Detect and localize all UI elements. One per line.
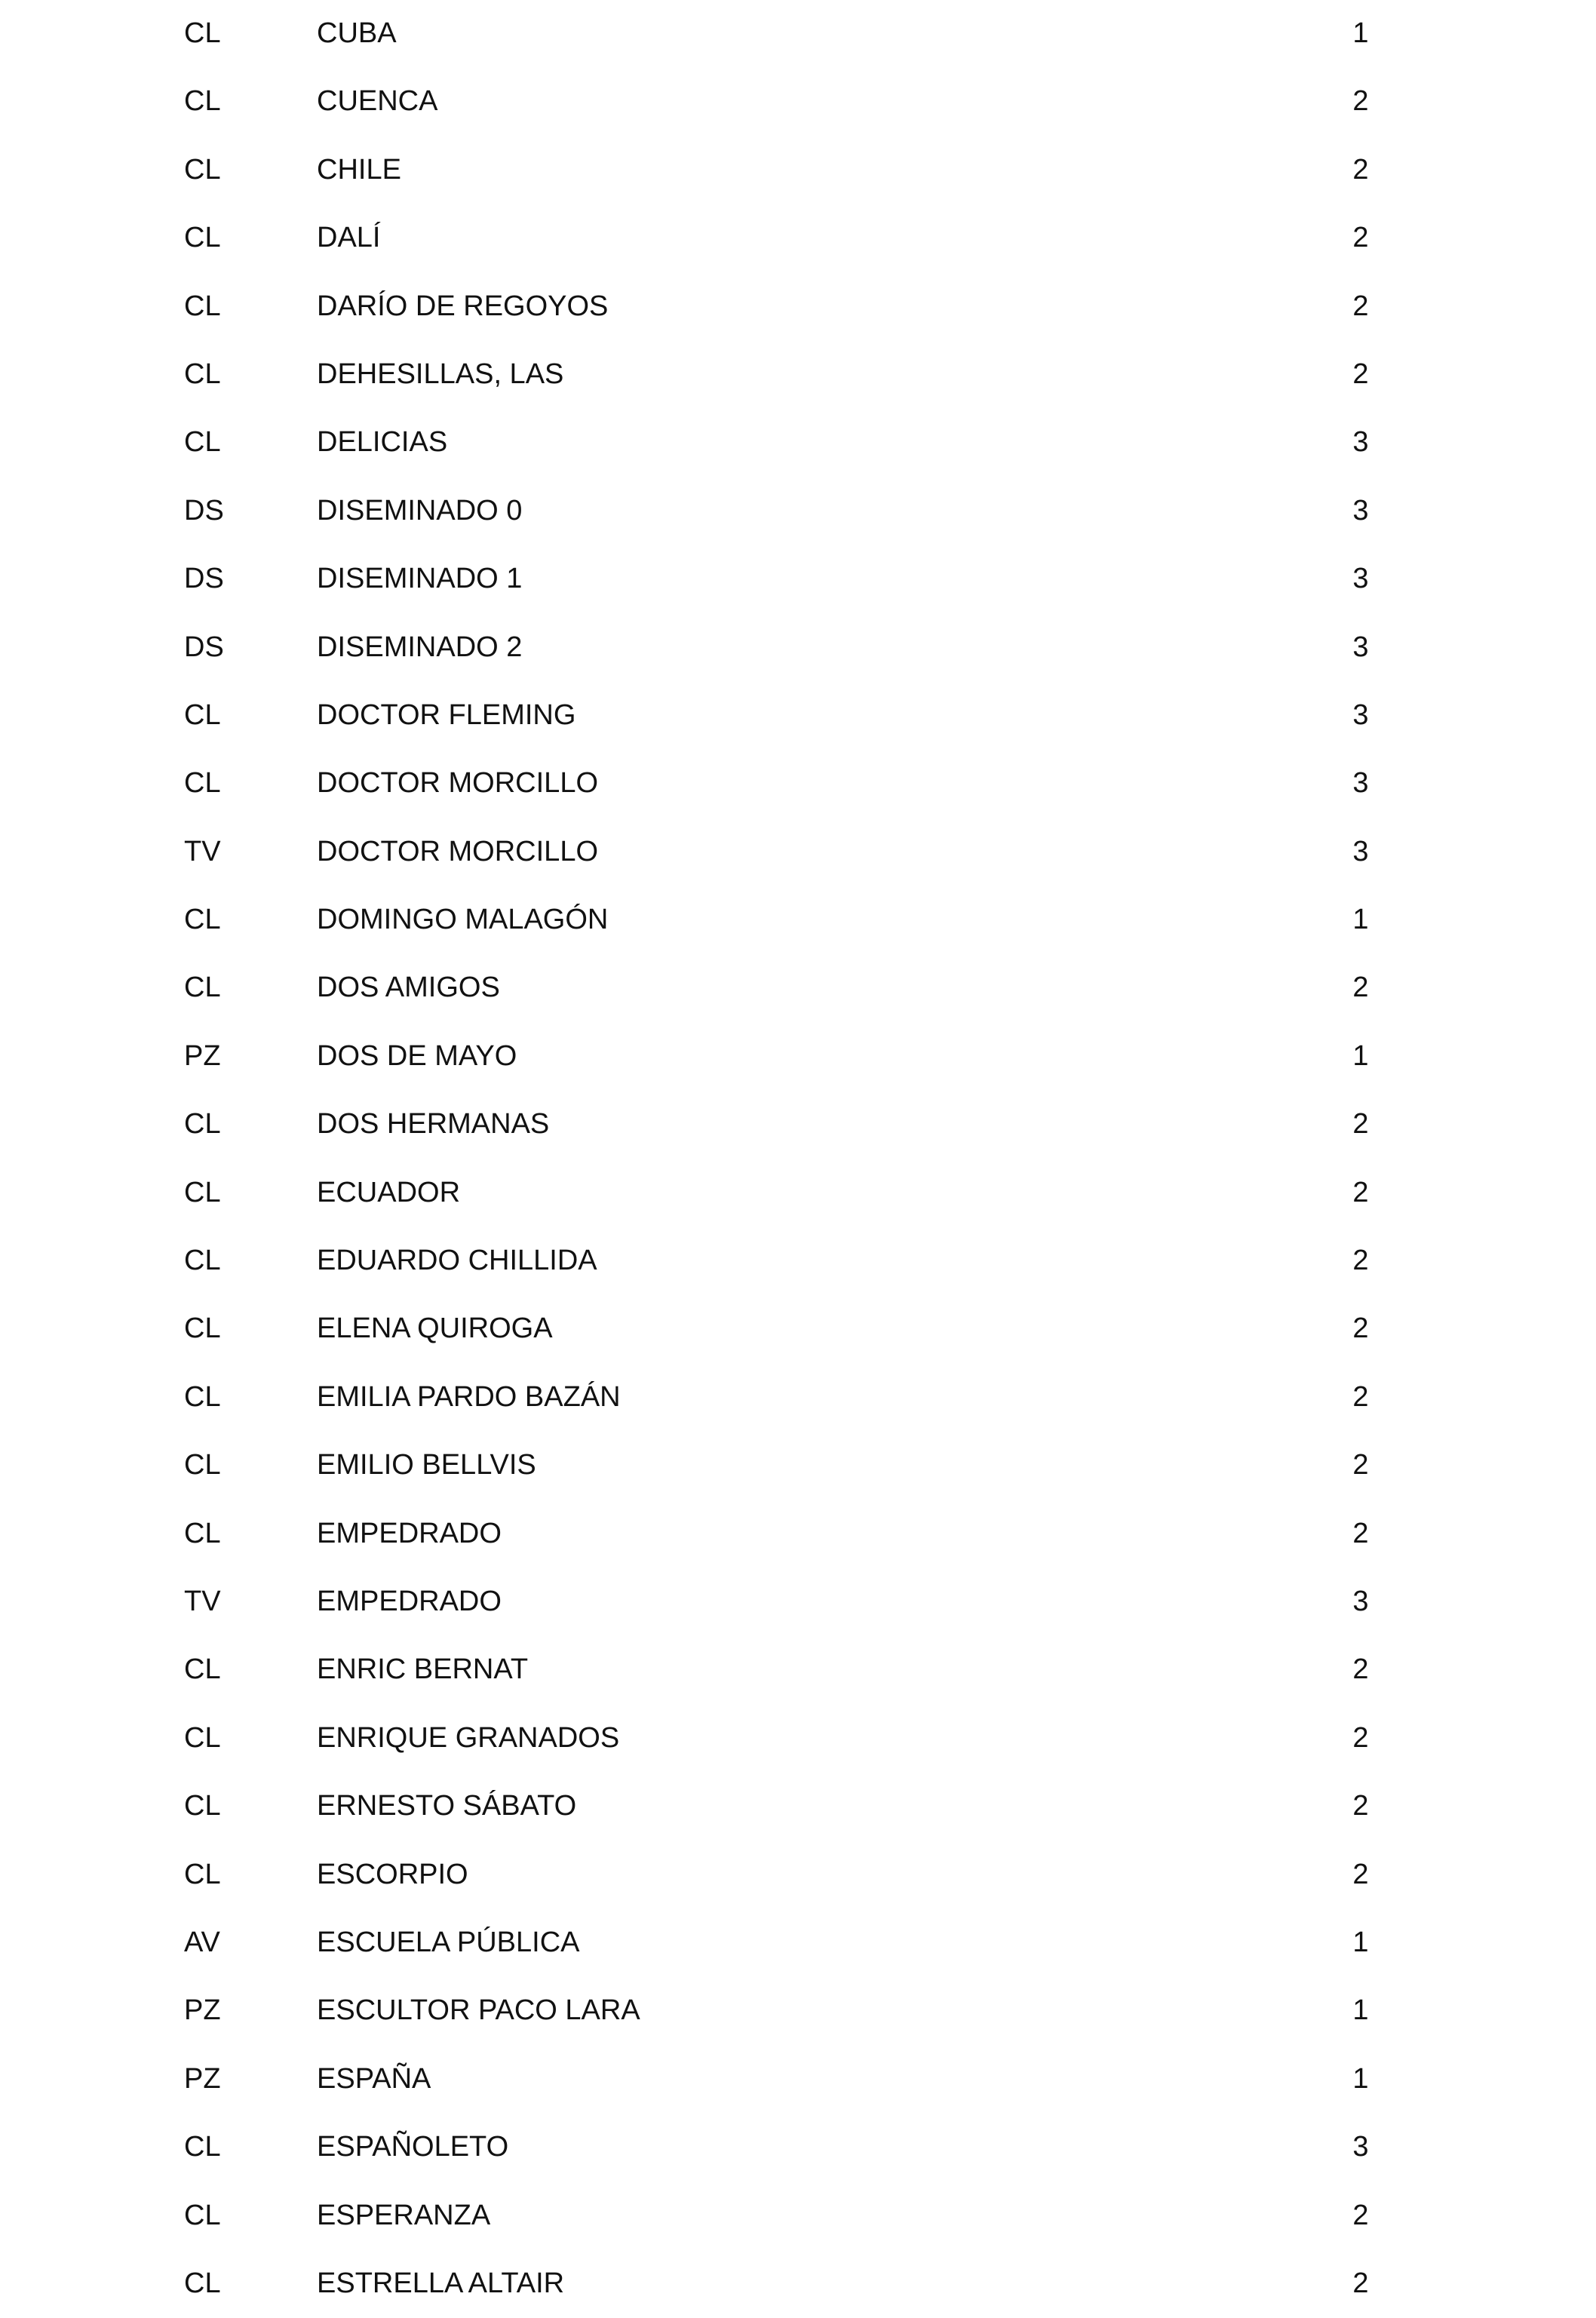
table-row: [0, 1909, 1596, 1977]
street-zone: 2: [1352, 1721, 1369, 1754]
table-row: [0, 545, 1596, 613]
street-type: CL: [184, 222, 221, 254]
street-name: DARÍO DE REGOYOS: [317, 290, 609, 322]
street-name: DELICIAS: [317, 426, 448, 459]
street-name: DISEMINADO 2: [317, 631, 523, 663]
street-zone: 2: [1352, 222, 1369, 254]
street-type: CL: [184, 1313, 221, 1345]
street-type: CL: [184, 1245, 221, 1277]
street-zone: 3: [1352, 426, 1369, 459]
street-type: CL: [184, 1380, 221, 1413]
street-type: DS: [184, 494, 224, 527]
street-zone: 3: [1352, 767, 1369, 800]
street-zone: 2: [1352, 1653, 1369, 1686]
street-zone: 2: [1352, 2267, 1369, 2299]
street-name: DISEMINADO 1: [317, 563, 523, 595]
street-zone: 2: [1352, 1313, 1369, 1345]
street-zone: 3: [1352, 698, 1369, 731]
street-type: CL: [184, 358, 221, 390]
table-row: [0, 409, 1596, 477]
street-type: CL: [184, 426, 221, 459]
street-type: TV: [184, 1585, 221, 1617]
street-name: EMILIA PARDO BAZÁN: [317, 1380, 621, 1413]
street-type: PZ: [184, 2062, 221, 2095]
table-row: [0, 750, 1596, 818]
street-name: DOCTOR MORCILLO: [317, 835, 599, 867]
table-row: [0, 886, 1596, 954]
street-name: DOCTOR FLEMING: [317, 698, 576, 731]
street-zone: 3: [1352, 563, 1369, 595]
table-row: [0, 1295, 1596, 1363]
street-zone: 2: [1352, 85, 1369, 118]
street-type: CL: [184, 1517, 221, 1549]
street-zone: 2: [1352, 358, 1369, 390]
street-zone: 3: [1352, 631, 1369, 663]
street-type: CL: [184, 2267, 221, 2299]
street-name: ESCULTOR PACO LARA: [317, 1994, 640, 2027]
street-zone: 2: [1352, 1108, 1369, 1141]
street-zone: 2: [1352, 1245, 1369, 1277]
table-row: [0, 68, 1596, 136]
table-row: [0, 1159, 1596, 1227]
table-row: [0, 204, 1596, 272]
street-zone: 1: [1352, 904, 1369, 936]
table-row: [0, 1500, 1596, 1568]
street-zone: 2: [1352, 1449, 1369, 1481]
table-row: [0, 2046, 1596, 2114]
street-type: CL: [184, 1108, 221, 1141]
table-row: [0, 2250, 1596, 2318]
street-name: DOS DE MAYO: [317, 1039, 517, 1072]
street-type: TV: [184, 835, 221, 867]
street-type: CL: [184, 2199, 221, 2231]
street-name: ESPERANZA: [317, 2199, 491, 2231]
street-type: CL: [184, 767, 221, 800]
street-type: CL: [184, 290, 221, 322]
street-name: ENRIC BERNAT: [317, 1653, 529, 1686]
street-zone: 2: [1352, 1790, 1369, 1822]
street-name: EDUARDO CHILLIDA: [317, 1245, 597, 1277]
street-name: DEHESILLAS, LAS: [317, 358, 564, 390]
street-type: CL: [184, 1790, 221, 1822]
table-row: [0, 0, 1596, 68]
table-row: [0, 1023, 1596, 1091]
street-name: ESCORPIO: [317, 1858, 468, 1890]
street-name: ESCUELA PÚBLICA: [317, 1926, 580, 1958]
street-zone: 1: [1352, 2062, 1369, 2095]
street-type: PZ: [184, 1994, 221, 2027]
street-name: ESPAÑA: [317, 2062, 431, 2095]
table-row: [0, 1091, 1596, 1159]
street-name: DALÍ: [317, 222, 381, 254]
street-zone: 1: [1352, 17, 1369, 49]
street-type: CL: [184, 904, 221, 936]
street-type: CL: [184, 2131, 221, 2163]
table-row: [0, 818, 1596, 886]
street-name: EMILIO BELLVIS: [317, 1449, 536, 1481]
table-row: [0, 614, 1596, 682]
street-name: CUENCA: [317, 85, 438, 118]
street-zone: 1: [1352, 1994, 1369, 2027]
street-zone: 2: [1352, 972, 1369, 1004]
street-zone: 3: [1352, 1585, 1369, 1617]
street-type: CL: [184, 1653, 221, 1686]
street-name: CUBA: [317, 17, 397, 49]
table-row: [0, 682, 1596, 750]
street-type: CL: [184, 153, 221, 186]
street-name: ENRIQUE GRANADOS: [317, 1721, 620, 1754]
street-name: DOMINGO MALAGÓN: [317, 904, 609, 936]
street-type: DS: [184, 563, 224, 595]
table-row: [0, 1364, 1596, 1432]
street-zone: 3: [1352, 2131, 1369, 2163]
street-zone: 1: [1352, 1039, 1369, 1072]
street-name: DOS AMIGOS: [317, 972, 500, 1004]
street-name: EMPEDRADO: [317, 1585, 502, 1617]
street-type: CL: [184, 1721, 221, 1754]
street-type: DS: [184, 631, 224, 663]
street-type: CL: [184, 17, 221, 49]
table-row: [0, 2182, 1596, 2250]
street-type: AV: [184, 1926, 220, 1958]
table-row: [0, 1977, 1596, 2045]
table-row: [0, 1773, 1596, 1841]
table-row: [0, 341, 1596, 409]
street-type: PZ: [184, 1039, 221, 1072]
street-zone: 2: [1352, 2199, 1369, 2231]
table-row: [0, 1227, 1596, 1295]
table-row: [0, 2114, 1596, 2181]
street-zone: 2: [1352, 153, 1369, 186]
street-name: DOCTOR MORCILLO: [317, 767, 599, 800]
street-name: ESPAÑOLETO: [317, 2131, 509, 2163]
street-type: CL: [184, 698, 221, 731]
street-type: CL: [184, 1176, 221, 1208]
street-zone: 2: [1352, 1517, 1369, 1549]
table-row: [0, 273, 1596, 341]
street-name: ESTRELLA ALTAIR: [317, 2267, 565, 2299]
street-zone: 2: [1352, 1858, 1369, 1890]
table-row: [0, 477, 1596, 545]
street-zone: 2: [1352, 290, 1369, 322]
table-row: [0, 1705, 1596, 1773]
street-name: ECUADOR: [317, 1176, 461, 1208]
street-type: CL: [184, 85, 221, 118]
street-name: EMPEDRADO: [317, 1517, 502, 1549]
table-row: [0, 1432, 1596, 1500]
street-zone: 2: [1352, 1380, 1369, 1413]
street-type: CL: [184, 1449, 221, 1481]
table-row: [0, 1841, 1596, 1909]
street-type: CL: [184, 972, 221, 1004]
table-row: [0, 1568, 1596, 1636]
street-zone: 3: [1352, 835, 1369, 867]
table-row: [0, 1636, 1596, 1704]
table-row: [0, 954, 1596, 1022]
street-zone: 2: [1352, 1176, 1369, 1208]
street-zone: 3: [1352, 494, 1369, 527]
street-name: CHILE: [317, 153, 401, 186]
street-type: CL: [184, 1858, 221, 1890]
street-name: ELENA QUIROGA: [317, 1313, 553, 1345]
street-name: ERNESTO SÁBATO: [317, 1790, 577, 1822]
table-row: [0, 137, 1596, 204]
street-name: DOS HERMANAS: [317, 1108, 550, 1141]
street-name: DISEMINADO 0: [317, 494, 523, 527]
street-zone: 1: [1352, 1926, 1369, 1958]
